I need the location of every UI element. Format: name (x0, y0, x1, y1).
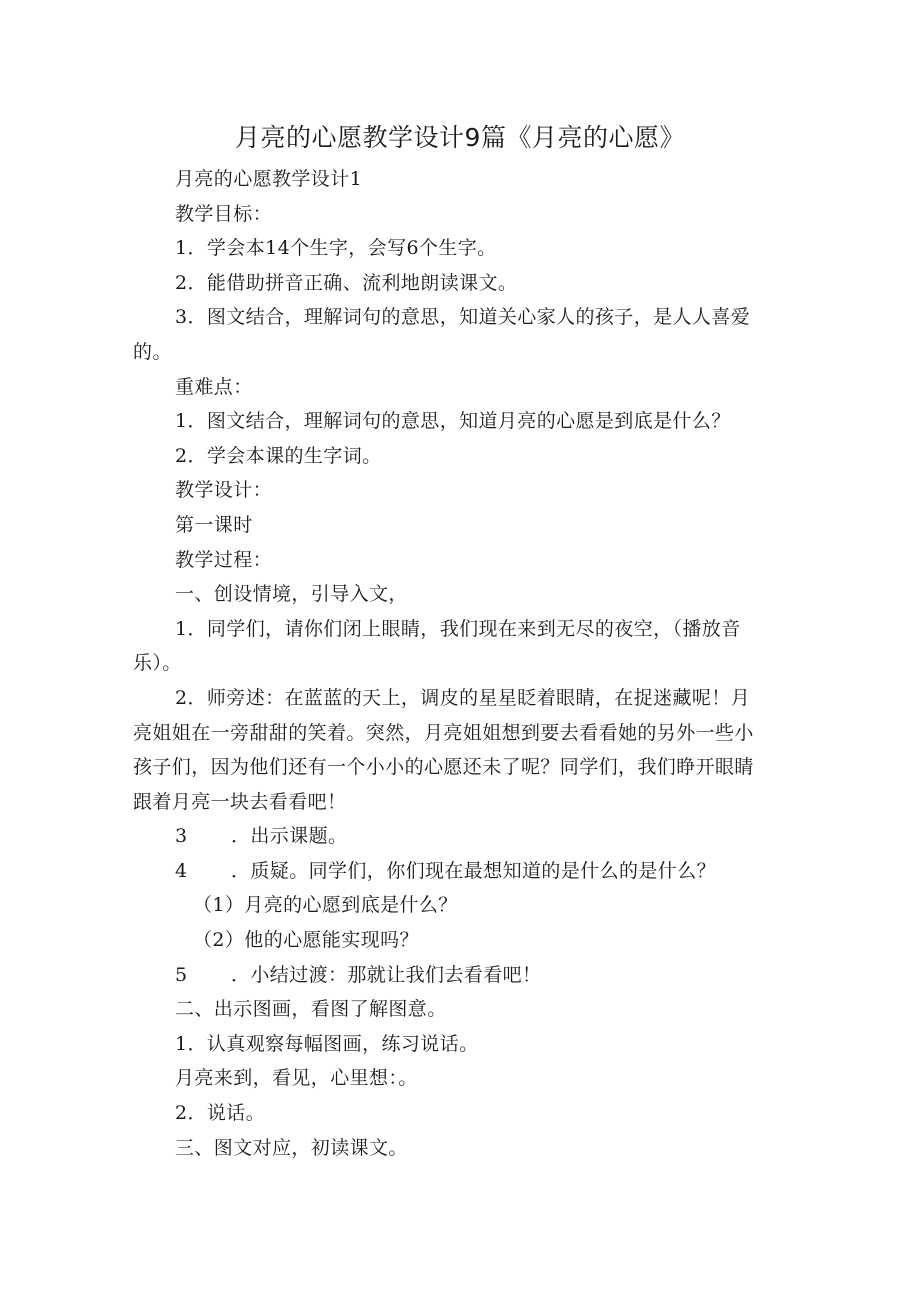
paragraph: 1．认真观察每幅图画，练习说话。 (175, 1032, 479, 1055)
paragraph: 一、创设情境，引导入文， (175, 583, 408, 606)
list-text: ．出示课题。 (231, 825, 348, 848)
paragraph: 1．图文结合，理解词句的意思，知道月亮的心愿是到底是什么？ (175, 410, 731, 433)
paragraph: 2．能借助拼音正确、流利地朗读课文。 (175, 271, 518, 294)
paragraph (175, 819, 785, 854)
paragraph: （1）月亮的心愿到底是什么？ (193, 894, 458, 917)
paragraph: 2．师旁述：在蓝蓝的天上，调皮的星星眨着眼睛，在捉迷藏呢！月 (175, 686, 751, 709)
paragraph: 1．学会本14个生字，会写6个生字。 (175, 237, 497, 260)
section-heading: 月亮的心愿教学设计1 (175, 168, 363, 190)
paragraph: 3．图文结合，理解词句的意思，知道关心家人的孩子，是人人喜爱 (175, 306, 751, 329)
paragraph: 教学目标： (175, 202, 273, 225)
paragraph: 教学设计： (175, 479, 273, 502)
paragraph-continuation: 跟着月亮一块去看看吧！ (133, 790, 347, 813)
paragraph: 月亮来到，看见，心里想：。 (175, 1067, 418, 1090)
paragraph: 2．说话。 (175, 1102, 266, 1125)
paragraph (175, 854, 785, 889)
paragraph-continuation: 亮姐姐在一旁甜甜的笑着。突然，月亮姐姐想到要去看看她的另外一些小 (133, 721, 754, 744)
list-text: ．小结过渡：那就让我们去看看吧！ (231, 963, 542, 986)
document-title: 月亮的心愿教学设计9篇《月亮的心愿》 (235, 123, 685, 152)
paragraph: 教学过程： (175, 548, 273, 571)
paragraph: 三、图文对应，初读课文。 (175, 1136, 408, 1159)
paragraph: （2）他的心愿能实现吗？ (193, 929, 419, 952)
paragraph: 1．同学们，请你们闭上眼睛，我们现在来到无尽的夜空，（播放音 (175, 617, 741, 640)
document-body (133, 162, 785, 1165)
paragraph: 2．学会本课的生字词。 (175, 444, 382, 467)
paragraph-continuation: 孩子们，因为他们还有一个小小的心愿还未了呢？同学们，我们睁开眼睛 (133, 756, 754, 779)
paragraph (175, 958, 785, 993)
paragraph: 二、出示图画，看图了解图意。 (175, 998, 447, 1021)
list-number: 3 (175, 825, 188, 848)
paragraph-continuation: 的。 (133, 340, 172, 363)
list-number: 4 (175, 859, 188, 882)
list-text: ．质疑。同学们，你们现在最想知道的是什么的是什么？ (231, 859, 717, 882)
paragraph-continuation: 乐）。 (133, 652, 182, 675)
paragraph: 第一课时 (175, 513, 253, 536)
paragraph: 重难点： (175, 375, 253, 398)
list-number: 5 (175, 963, 188, 986)
